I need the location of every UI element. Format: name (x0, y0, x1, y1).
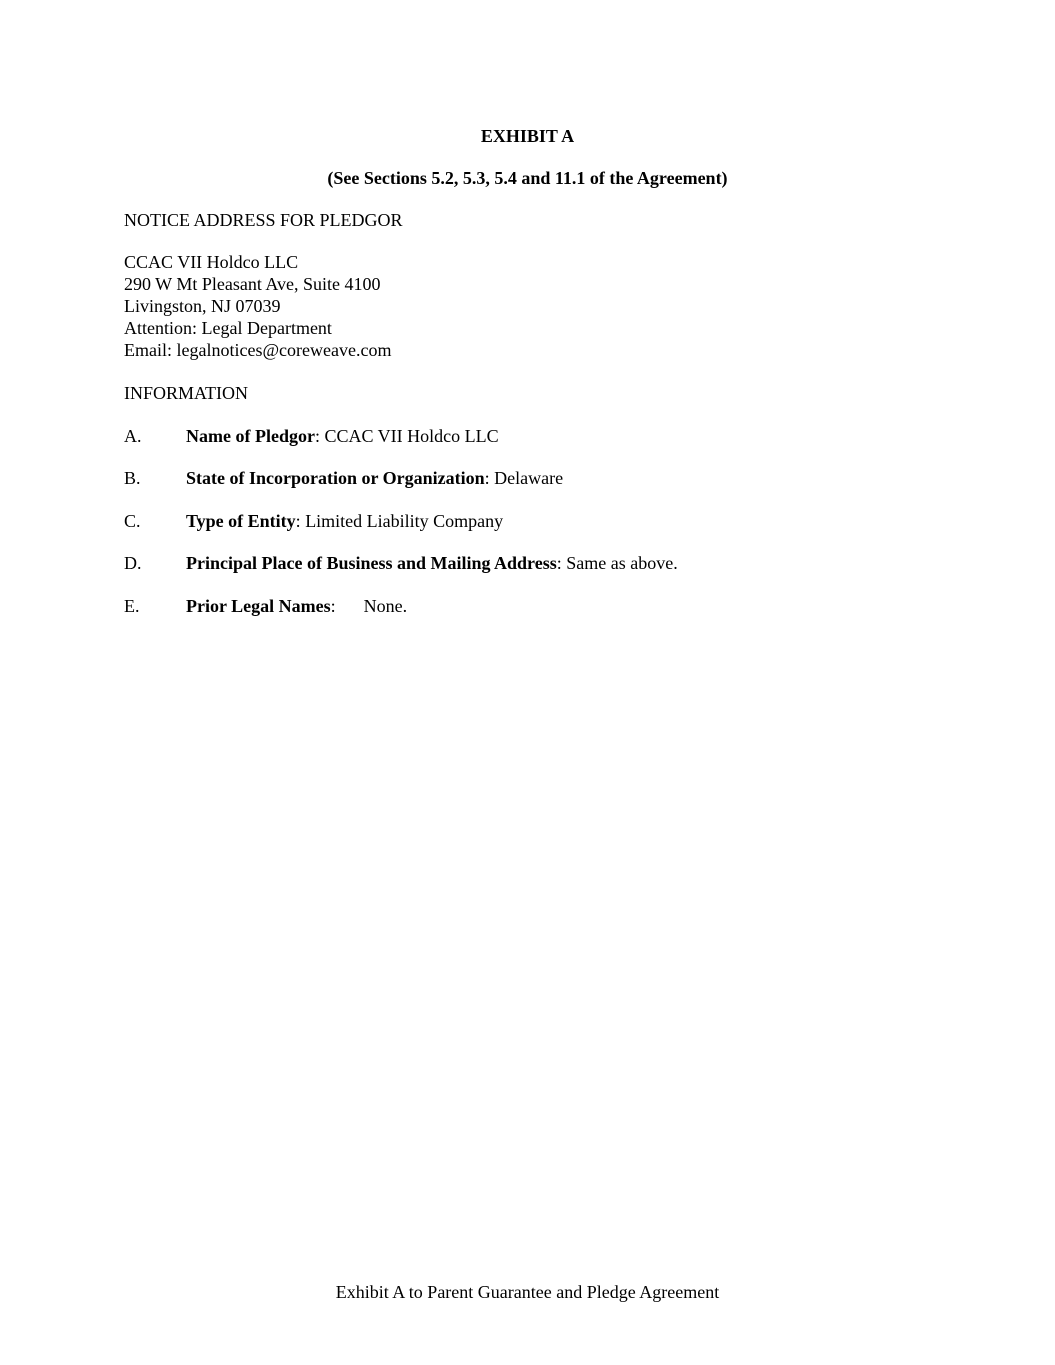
item-label: State of Incorporation or Organization (186, 468, 485, 488)
info-item-principal-place-of-business (124, 552, 924, 574)
address-line-company: CCAC VII Holdco LLC (124, 252, 299, 272)
item-separator: : (484, 468, 495, 488)
item-label: Name of Pledgor (186, 426, 315, 446)
item-value: Same as above. (566, 553, 678, 573)
item-separator: : (314, 426, 325, 446)
item-value: None. (363, 596, 408, 616)
info-item-type-of-entity (124, 510, 924, 532)
item-value: Limited Liability Company (305, 511, 504, 531)
page-footer: Exhibit A to Parent Guarantee and Pledge Agreement (335, 1282, 720, 1302)
exhibit-title: EXHIBIT A (480, 126, 575, 146)
address-line-city: Livingston, NJ 07039 (124, 296, 281, 316)
info-item-prior-legal-names (124, 595, 924, 617)
address-line-street: 290 W Mt Pleasant Ave, Suite 4100 (124, 274, 381, 294)
exhibit-subtitle: (See Sections 5.2, 5.3, 5.4 and 11.1 of the Agreement) (327, 168, 728, 188)
address-line-attention: Attention: Legal Department (124, 318, 332, 338)
item-letter: A. (124, 426, 142, 446)
notice-address-heading: NOTICE ADDRESS FOR PLEDGOR (124, 210, 403, 230)
item-value: Delaware (494, 468, 564, 488)
item-separator: : (556, 553, 567, 573)
item-label: Type of Entity (186, 511, 296, 531)
information-heading: INFORMATION (124, 383, 249, 403)
item-separator: : (295, 511, 306, 531)
address-block (124, 251, 391, 361)
item-letter: B. (124, 468, 141, 488)
item-separator: : (330, 596, 336, 616)
item-label: Prior Legal Names (186, 596, 331, 616)
item-letter: D. (124, 553, 142, 573)
item-value: CCAC VII Holdco LLC (324, 426, 499, 446)
item-letter: C. (124, 511, 141, 531)
item-label: Principal Place of Business and Mailing Address (186, 553, 557, 573)
item-letter: E. (124, 596, 140, 616)
info-item-name-of-pledgor (124, 425, 924, 447)
address-line-email: Email: legalnotices@coreweave.com (124, 340, 392, 360)
info-item-state-of-incorporation (124, 467, 924, 489)
